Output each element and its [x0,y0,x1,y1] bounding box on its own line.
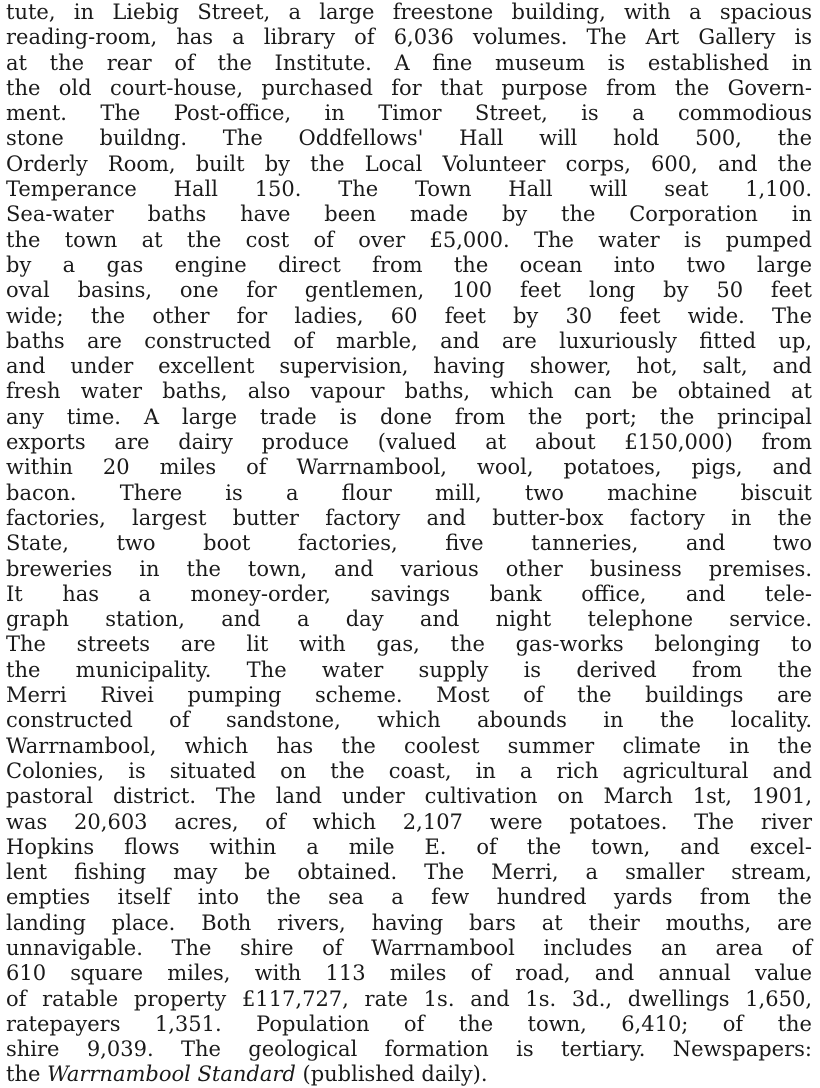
text-line: State, two boot factories, five tanneries, and two [6,531,812,556]
text-line: any time. A large trade is done from the port; the principal [6,404,812,429]
text-segment: the [6,1062,48,1087]
text-line: Sea-water baths have been made by the Corporation in [6,202,812,227]
text-line: constructed of sandstone, which abounds in the locality. [6,708,812,733]
text-line: stone buildng. The Oddfellows' Hall will hold 500, the [6,126,812,151]
text-line: Temperance Hall 150. The Town Hall will seat 1,100. [6,177,812,202]
text-line: graph station, and a day and night telephone service. [6,607,812,632]
text-line: the town at the cost of over £5,000. The water is pumped [6,227,812,252]
text-line: Colonies, is situated on the coast, in a rich agricultural and [6,758,812,783]
text-line: shire 9,039. The geological formation is tertiary. Newspapers: [6,1037,812,1062]
text-line: within 20 miles of Warrnambool, wool, potatoes, pigs, and [6,455,812,480]
text-line: empties itself into the sea a few hundred yards from the [6,885,812,910]
text-line: landing place. Both rivers, having bars at their mouths, are [6,910,812,935]
text-line: baths are constructed of marble, and are luxuriously fitted up, [6,328,812,353]
text-line: the old court-house, purchased for that purpose from the Govern- [6,75,812,100]
text-line: fresh water baths, also vapour baths, which can be obtained at [6,379,812,404]
text-line-last [6,1062,812,1087]
text-line: was 20,603 acres, of which 2,107 were potatoes. The river [6,809,812,834]
text-line: The streets are lit with gas, the gas-works belonging to [6,632,812,657]
text-line: of ratable property £117,727, rate 1s. and 1s. 3d., dwellings 1,650, [6,986,812,1011]
text-line: factories, largest butter factory and butter-box factory in the [6,505,812,530]
text-line: unnavigable. The shire of Warrnambool includes an area of [6,935,812,960]
text-line: by a gas engine direct from the ocean into two large [6,252,812,277]
text-line: and under excellent supervision, having shower, hot, salt, and [6,354,812,379]
text-line: Merri Rivei pumping scheme. Most of the buildings are [6,683,812,708]
text-line: bacon. There is a flour mill, two machine biscuit [6,480,812,505]
text-line: breweries in the town, and various other business premises. [6,556,812,581]
text-line: tute, in Liebig Street, a large freestone building, with a spacious [6,0,812,24]
text-line: exports are dairy produce (valued at about £150,000) from [6,430,812,455]
text-line: oval basins, one for gentlemen, 100 feet long by 50 feet [6,278,812,303]
text-line: 610 square miles, with 113 miles of road, and annual value [6,961,812,986]
text-line: Hopkins flows within a mile E. of the town, and excel- [6,834,812,859]
body-text [6,0,812,1088]
text-line: reading-room, has a library of 6,036 volumes. The Art Gallery is [6,25,812,50]
text-line: lent fishing may be obtained. The Merri, a smaller stream, [6,860,812,885]
text-line: Orderly Room, built by the Local Volunteer corps, 600, and the [6,151,812,176]
text-line: Warrnambool, which has the coolest summer climate in the [6,733,812,758]
text-line: the municipality. The water supply is derived from the [6,657,812,682]
text-line: ratepayers 1,351. Population of the town, 6,410; of the [6,1011,812,1036]
text-segment: (published daily). [295,1062,488,1087]
text-line: ment. The Post-office, in Timor Street, is a commodious [6,101,812,126]
text-line: pastoral district. The land under cultivation on March 1st, 1901, [6,784,812,809]
text-line: wide; the other for ladies, 60 feet by 30 feet wide. The [6,303,812,328]
text-line: at the rear of the Institute. A fine museum is established in [6,50,812,75]
newspaper-title: Warrnambool Standard [47,1062,296,1087]
text-line: It has a money-order, savings bank office, and tele- [6,581,812,606]
